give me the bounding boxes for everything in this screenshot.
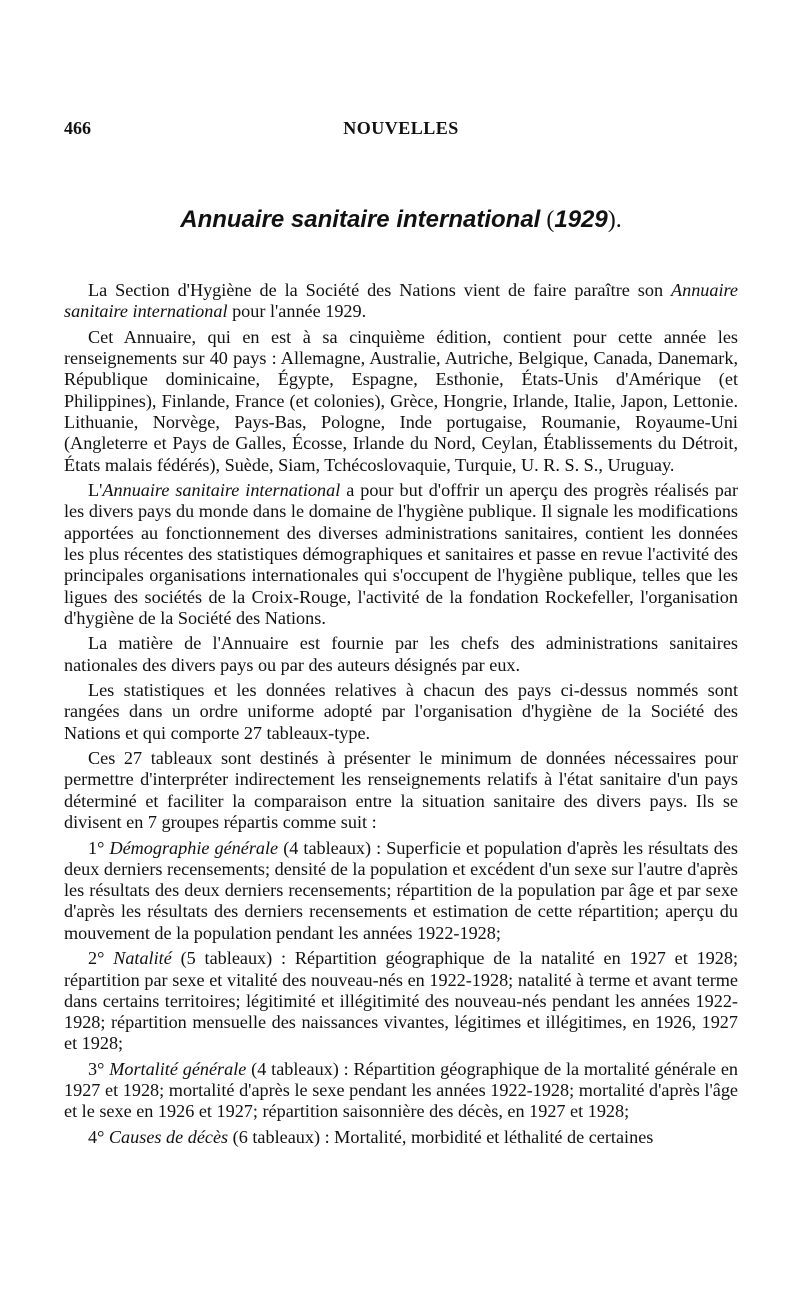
paragraph-intro xyxy=(64,280,738,323)
paragraph-purpose xyxy=(64,480,738,629)
paragraph-statistics: Les statistiques et les données relatives à chacun des pays ci-dessus nommés sont rangées dans un ordre uniforme adopté par l'organisation d'hygiène de la Société des Nations et qui comporte 27 tableaux-type. xyxy=(64,680,738,743)
title-main: Annuaire sanitaire international xyxy=(180,206,541,233)
group-1-label: Démographie générale xyxy=(109,837,279,858)
group-1-number: 1° xyxy=(88,837,105,858)
paragraph-sources: La matière de l'Annuaire est fournie par les chefs des administrations sanitaires nationales des divers pays ou par des auteurs désignés par eux. xyxy=(64,633,738,675)
intro-text-a: La Section d'Hygiène de la Société des Nations vient de faire paraître son xyxy=(88,280,671,300)
group-2-label: Natalité xyxy=(113,948,172,969)
title-year: 1929 xyxy=(554,206,608,233)
group-4-text: (6 tableaux) : Mortalité, morbidité et léthalité de certaines xyxy=(228,1126,654,1147)
intro-annuaire-title: Annuaire sanitaire international xyxy=(64,280,738,322)
group-2-text: (5 tableaux) : Répartition géographique de la natalité en 1927 et 1928; répartition par sexe et vitalité des nouveau-nés en 1922-1928; natalité à terme et avant terme dans certains territoires; légitimité et illégitimité des nouveau-nés pendant les années 1922-1928; répartition mensuelle des naissances vivantes, légitimes et illégitimes, en 1926, 1927 et 1928; xyxy=(64,948,739,1054)
group-2-number: 2° xyxy=(88,948,105,969)
group-3-text: (4 tableaux) : Répartition géographique de la mortalité générale en 1927 et 1928; mortalité d'après le sexe pendant les années 1922-1928; mortalité d'après l'âge et le sexe en 1926 et 1927; répartition saisonnière des décès, en 1927 et 1928; xyxy=(64,1058,738,1122)
paragraph-countries: Cet Annuaire, qui en est à sa cinquième édition, contient pour cette année les renseignements sur 40 pays : Allemagne, Australie, Autriche, Belgique, Canada, Danemark, République dominicaine, Égypte, Espagne, Esthonie, États-Unis d'Amérique (et Philippines), Finlande, France (et colonies), Grèce, Hongrie, Irlande, Italie, Japon, Lettonie. Lithuanie, Norvège, Pays-Bas, Pologne, Inde portugaise, Roumanie, Royaume-Uni (Angleterre et Pays de Galles, Écosse, Irlande du Nord, Ceylan, Établissements du Détroit, États malais fédérés), Suède, Siam, Tchécoslovaquie, Turquie, U. R. S. S., Uruguay. xyxy=(64,326,738,475)
group-4-label: Causes de décès xyxy=(108,1126,229,1147)
page-number: 466 xyxy=(64,118,91,138)
intro-text-c: pour l'année 1929. xyxy=(227,301,367,322)
title-paren-close: ). xyxy=(607,207,622,233)
page-header xyxy=(64,118,738,142)
article-title xyxy=(64,206,738,234)
paragraph-group-2 xyxy=(64,948,738,1054)
group-1-text: (4 tableaux) : Superficie et population d'après les résultats des deux derniers recensements; densité de la population et excédent d'un sexe sur l'autre d'après les résultats des deux derniers recensements; répartition de la population par âge et par sexe d'après les résultats des derniers recensements et estimation de cette répartition; aperçu du mouvement de la population pendant les années 1922-1928; xyxy=(64,837,738,943)
purpose-text-a: L' xyxy=(88,480,103,501)
running-head: NOUVELLES xyxy=(343,118,459,138)
group-3-number: 3° xyxy=(88,1058,105,1079)
purpose-text-c: a pour but d'offrir un aperçu des progrès réalisés par les divers pays du monde dans le domaine de l'hygiène publique. Il signale les modifications apportées au fonctionnement des diverses administrations sanitaires, contient les données les plus récentes des statistiques démographiques et sanitaires et passe en revue l'activité des principales organisations internationales qui s'occupent de l'hygiène publique, telles que les ligues des sociétés de la Croix-Rouge, l'activité de la fondation Rockefeller, l'organisation d'hygiène de la Société des Nations. xyxy=(64,480,739,628)
paragraph-group-3 xyxy=(64,1059,738,1123)
title-paren-open: ( xyxy=(540,207,555,233)
group-3-label: Mortalité générale xyxy=(109,1058,247,1079)
article-body xyxy=(64,280,738,1148)
purpose-annuaire-title: Annuaire sanitaire international xyxy=(102,480,341,501)
paragraph-group-4 xyxy=(64,1127,738,1148)
paragraph-group-1 xyxy=(64,838,738,944)
paragraph-tables: Ces 27 tableaux sont destinés à présenter le minimum de données nécessaires pour permettre d'interpréter indirectement les renseignements relatifs à l'état sanitaire d'un pays déterminé et faciliter la comparaison entre la situation sanitaire des divers pays. Ils se divisent en 7 groupes répartis comme suit : xyxy=(64,748,738,833)
group-4-number: 4° xyxy=(88,1126,105,1147)
